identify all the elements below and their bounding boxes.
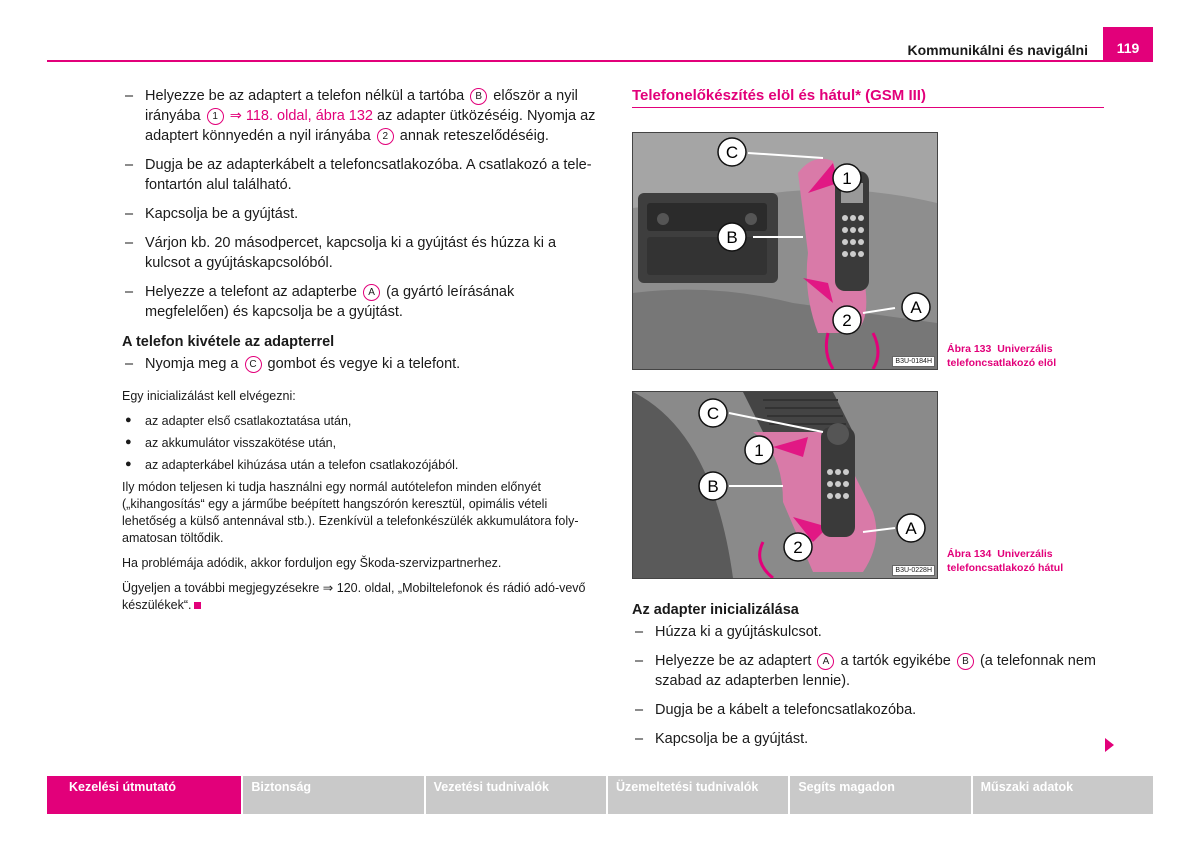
init-section [632, 602, 1104, 758]
init-step [632, 622, 1104, 642]
callout-1: 1 [842, 169, 852, 188]
next-page-arrow-icon[interactable] [1105, 738, 1114, 752]
nav-tab-segits[interactable]: Segíts magadon [790, 776, 970, 814]
callout-c: C [725, 143, 739, 162]
removal-heading: A telefon kivétele az adapterrel [122, 334, 335, 350]
callout-2: 2 [842, 311, 852, 330]
step-plug-cable [122, 155, 597, 195]
init-bullet: ● az adapter első csatlakoztatása után, [122, 413, 597, 430]
figure-code: B3U-0184H [892, 356, 935, 367]
caption-text: Univerzális telefoncsatlakozó hátul [947, 548, 1064, 574]
paragraph: Ily módon teljesen ki tudja használni egy normál autótelefon minden előnyét („kihangosítás“ egy a járműbe beépített hangszórón keresztül, opimális vételi lehetőség a külső antennával stb.). Ezenkívül a telefonkészülék akkumulátora foly-amatosan töltődik. [122, 480, 579, 545]
step-text: Várjon kb. 20 másodpercet, kapcsolja ki a gyújtást és húzza ki a kulcsot a gyújtáskapcsolóból. [145, 235, 557, 271]
step-text: (a gyártó leírásának megfelelően) és kapcsolja be a gyújtást. [145, 284, 515, 320]
caption-number: Ábra 133 [947, 343, 992, 355]
init-step [632, 651, 1104, 691]
init-heading: Az adapter inicializálása [632, 602, 799, 618]
page-number-text: 119 [1116, 40, 1140, 56]
step-text: Helyezze be az adaptert a telefon nélkül a tartóba [145, 88, 465, 104]
step-text: Dugja be az adapterkábelt a telefoncsatlakozóba. A csatlakozó a tele-fontartón alul található. [145, 157, 592, 193]
figure-code: B3U-0228H [892, 565, 935, 576]
callout-badge: 2 [377, 128, 394, 145]
step-text: az adapter ütközéséig. Nyomja az adaptert könnyedén a nyil irányába [145, 108, 596, 144]
left-column [122, 86, 597, 622]
figure-rear-adapter [632, 391, 938, 579]
callout-c: C [706, 404, 720, 423]
step-text: először a nyil irányába [145, 88, 578, 124]
callout-1: 1 [754, 441, 764, 460]
figure-caption [947, 547, 1097, 575]
end-marker [194, 602, 201, 609]
step-insert-phone [122, 282, 597, 322]
running-header: Kommunikálni és navigálni [907, 42, 1088, 58]
page-ref-link[interactable]: ⇒ 118. oldal, ábra 132 [229, 108, 373, 124]
header-rule [47, 60, 1153, 62]
step-text: a tartók egyikébe [840, 653, 951, 669]
callout-b: B [726, 228, 738, 247]
section-rule [632, 107, 1104, 108]
step-text: Húzza ki a gyújtáskulcsot. [655, 624, 822, 640]
step-text: annak reteszelődéséig. [399, 128, 549, 144]
init-step [632, 729, 1104, 749]
step-text: (a telefonnak nem szabad az adapterben lennie). [655, 653, 1097, 689]
step-text: Kapcsolja be a gyújtást. [655, 731, 809, 747]
nav-tab-biztonsag[interactable]: Biztonság [243, 776, 423, 814]
callout-b: B [707, 477, 719, 496]
nav-tab-kezelesi[interactable]: Kezelési útmutató [47, 776, 241, 814]
init-bullet: ● az adapterkábel kihúzása után a telefon csatlakozójából. [122, 457, 597, 474]
init-bullet: ● az akkumulátor visszakötése után, [122, 435, 597, 452]
step-ignition-on [122, 204, 597, 224]
init-step [632, 700, 1104, 720]
figure-front-illustration [633, 133, 937, 369]
nav-tab-uzemeltetesi[interactable]: Üzemeltetési tudnivalók [608, 776, 788, 814]
step-text: Helyezze be az adaptert [655, 653, 812, 669]
figure-front-adapter [632, 132, 938, 370]
paragraph: Ha problémája adódik, akkor forduljon egy Škoda-szervizpartnerhez. [122, 556, 502, 570]
chapter-nav [47, 776, 1153, 814]
callout-a: A [905, 519, 917, 538]
paragraph-final [122, 580, 597, 614]
callout-2: 2 [793, 538, 803, 557]
figure-rear-illustration [633, 392, 937, 578]
page-number [1103, 27, 1153, 61]
callout-a: A [910, 298, 922, 317]
caption-text: Univerzális telefoncsatlakozó elöl [947, 343, 1057, 369]
figure-caption [947, 342, 1097, 370]
step-text: Helyezze a telefont az adapterbe [145, 284, 357, 300]
callout-badge: B [957, 653, 974, 670]
callout-badge: A [817, 653, 834, 670]
callout-badge: A [363, 284, 380, 301]
step-text: Kapcsolja be a gyújtást. [145, 206, 299, 222]
callout-badge: B [470, 88, 487, 105]
init-intro: Egy inicializálást kell elvégezni: [122, 389, 296, 403]
section-title: Telefonelőkészítés elöl és hátul* (GSM III) [632, 87, 926, 104]
step-text: gombot és vegye ki a telefont. [267, 356, 461, 372]
step-wait [122, 233, 597, 273]
caption-number: Ábra 134 [947, 548, 992, 560]
step-remove-phone [122, 354, 597, 374]
step-insert-adapter [122, 86, 597, 146]
step-text: Nyomja meg a [145, 356, 239, 372]
paragraph-text: Ügyeljen a további megjegyzésekre ⇒ 120. oldal, „Mobiltelefonok és rádió adó-vevő készülékek“. [122, 581, 586, 612]
callout-badge: C [245, 356, 262, 373]
callout-badge: 1 [207, 108, 224, 125]
nav-tab-vezetesi[interactable]: Vezetési tudnivalók [426, 776, 606, 814]
nav-tab-muszaki[interactable]: Műszaki adatok [973, 776, 1153, 814]
step-text: Dugja be a kábelt a telefoncsatlakozóba. [655, 702, 917, 718]
